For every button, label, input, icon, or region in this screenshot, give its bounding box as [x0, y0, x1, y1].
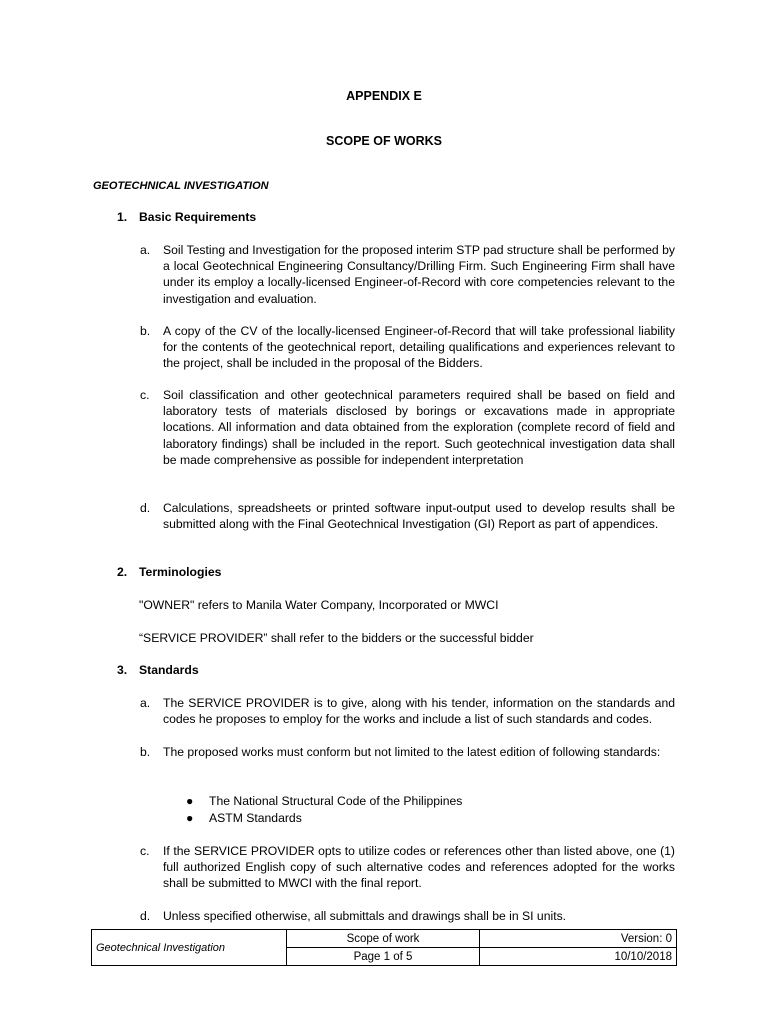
section-3-heading: Standards — [139, 663, 199, 677]
item-1b-text: A copy of the CV of the locally-licensed Engineer-of-Record that will take professional liability for the contents of the geotechnical report, detailing qualifications and experiences relevant to the project, shall be included in the proposal of the Bidders. — [163, 324, 675, 371]
item-3c-label: c. — [140, 844, 150, 858]
page-title: SCOPE OF WORKS — [326, 134, 442, 148]
service-provider-definition: “SERVICE PROVIDER” shall refer to the bidders or the successful bidder — [139, 631, 534, 645]
bullet-icon: ● — [186, 811, 194, 825]
section-2-number: 2. — [117, 565, 128, 579]
item-1d-text: Calculations, spreadsheets or printed software input-output used to develop results shall be submitted along with the Final Geotechnical Investigation (GI) Report as part of appendices. — [163, 501, 675, 532]
section-2-heading: Terminologies — [139, 565, 222, 579]
item-3b-label: b. — [140, 745, 151, 759]
footer-scope: Scope of work — [287, 930, 480, 948]
footer-date: 10/10/2018 — [480, 948, 677, 966]
item-3c-text: If the SERVICE PROVIDER opts to utilize codes or references other than listed above, one (1) full authorized English copy of such alternative codes and references adopted for the works shall be submitted to MWCI with the final report. — [163, 844, 675, 891]
item-1c-label: c. — [140, 388, 150, 402]
footer-page-number: Page 1 of 5 — [287, 948, 480, 966]
section-1-heading: Basic Requirements — [139, 210, 257, 224]
section-heading: GEOTECHNICAL INVESTIGATION — [93, 180, 269, 192]
item-3b-text: The proposed works must conform but not limited to the latest edition of following standards: — [163, 745, 661, 759]
appendix-heading: APPENDIX E — [346, 89, 422, 103]
item-1a-text: Soil Testing and Investigation for the proposed interim STP pad structure shall be performed by a local Geotechnical Engineering Consultancy/Drilling Firm. Such Engineering Firm shall have under its employ a locally-licensed Engineer-of-Record with core competencies relevant to the investigation and evaluation. — [163, 243, 675, 306]
section-3-number: 3. — [117, 663, 128, 677]
item-3a-text: The SERVICE PROVIDER is to give, along with his tender, information on the standards and codes he proposes to employ for the works and include a list of such standards and codes. — [163, 696, 675, 727]
owner-definition: "OWNER" refers to Manila Water Company, Incorporated or MWCI — [139, 598, 499, 612]
footer-version: Version: 0 — [480, 930, 677, 948]
footer-document-name: Geotechnical Investigation — [92, 930, 287, 966]
footer-table — [91, 929, 677, 966]
item-3d-text: Unless specified otherwise, all submittals and drawings shall be in SI units. — [163, 909, 567, 923]
bullet-icon: ● — [186, 794, 194, 808]
item-1d-label: d. — [140, 501, 151, 515]
bullet-item: ASTM Standards — [209, 811, 302, 825]
item-3d-label: d. — [140, 909, 151, 923]
section-1-number: 1. — [117, 210, 128, 224]
bullet-item: The National Structural Code of the Philippines — [209, 794, 463, 808]
item-3a-label: a. — [140, 696, 151, 710]
item-1b-label: b. — [140, 324, 151, 338]
item-1c-text: Soil classification and other geotechnical parameters required shall be based on field and laboratory tests of materials disclosed by borings or excavations made in appropriate locations. All information and data obtained from the exploration (complete record of field and laboratory findings) shall be included in the report. Such geotechnical investigation data shall be made comprehensive as possible for independent interpretation — [163, 388, 675, 467]
item-1a-label: a. — [140, 243, 151, 257]
